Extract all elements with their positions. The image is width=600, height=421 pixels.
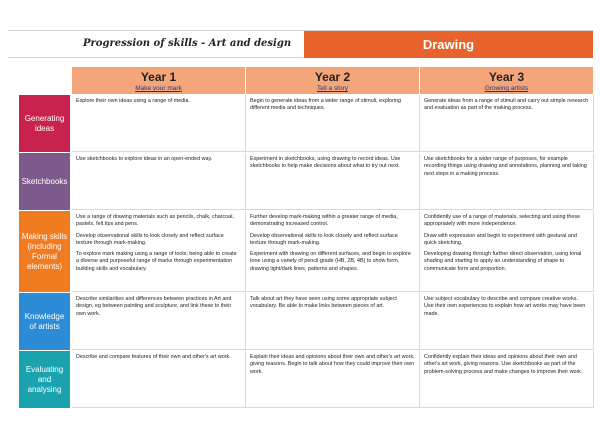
skill-text: Explain their ideas and opinions about their own and other's art work, giving reasons. Begin to talk about how they could improve their own work. [250, 354, 415, 375]
year-title: Year 3 [488, 70, 525, 84]
skill-cell [420, 351, 594, 408]
row-label-5: Evaluating and analysing [19, 351, 70, 408]
skill-text: Further develop mark-making within a greater range of media, demonstrating increased control. [250, 214, 398, 228]
row-label-3: Making skills (including Formal elements) [19, 211, 70, 292]
year-title: Year 2 [314, 70, 351, 84]
header-bar [8, 30, 593, 58]
skill-text: Describe and compare features of their own and other's art work. [76, 354, 231, 360]
skill-cell [72, 211, 246, 292]
skill-cell [246, 153, 420, 210]
skill-cell [246, 351, 420, 408]
subject-banner: Drawing [304, 31, 593, 58]
skill-text: Begin to generate ideas from a wider range of stimuli, exploring different media and techniques. [250, 98, 402, 112]
unit-link[interactable]: Make your mark [135, 85, 182, 92]
skill-text: Use a range of drawing materials such as pencils, chalk, charcoal, pastels, felt tips and pens. [76, 214, 234, 228]
row-label-4: Knowledge of artists [19, 293, 70, 350]
year-title: Year 1 [140, 70, 177, 84]
skill-cell [420, 293, 594, 350]
unit-link[interactable]: Tell a story [316, 85, 349, 92]
row-label-1: Generating ideas [19, 95, 70, 152]
skill-text: Explore their own ideas using a range of media. [76, 98, 190, 104]
row-label-2: Sketchbooks [19, 153, 70, 210]
unit-link[interactable]: Growing artists [484, 85, 529, 92]
skill-cell [420, 95, 594, 152]
skill-text: Draw with expression and begin to experiment with gestural and quick sketching. [424, 232, 577, 246]
skill-cell [420, 211, 594, 292]
skill-text: Generate ideas from a range of stimuli and carry out simple research and evaluation as part of the making process. [424, 98, 589, 112]
skill-cell [72, 153, 246, 210]
page-title: Progression of skills - Art and design [83, 38, 292, 49]
skill-text: Describe similarities and differences between practices in Art and design, eg between painting and sculpture, and link these to their own work. [76, 296, 232, 317]
skill-text: Confidently use of a range of materials, selecting and using these appropriately with more independence. [424, 214, 581, 228]
skill-text: Confidently explain their ideas and opinions about their own and other's art work, giving reasons. Use sketchbooks as part of the problem-solving process and make changes to improve their work. [424, 354, 583, 375]
year-header-3 [420, 67, 594, 94]
skill-text: Experiment with drawing on different surfaces, and begin to explore tone using a variety of pencil grade (HB, 2B, 4B) to show form, drawing light/dark lines, patterns and shapes. [250, 251, 411, 272]
skill-cell [72, 351, 246, 408]
skill-text: Developing drawing through further direct observation, using tonal shading and starting to apply an understanding of shape to communicate form and proportion. [424, 251, 582, 272]
skill-text: Use subject vocabulary to describe and compare creative works. Use their own experiences to explain how art works may have been made. [424, 296, 586, 317]
skill-cell [420, 153, 594, 210]
skill-cell [246, 95, 420, 152]
skill-cell [246, 211, 420, 292]
skill-text: To explore mark making using a range of tools; being able to create a diverse and purposeful range of marks through experimentation building skills and vocabulary. [76, 251, 237, 272]
skill-cell [246, 293, 420, 350]
skill-cell [72, 293, 246, 350]
year-header-2 [246, 67, 420, 94]
skill-text: Use sketchbooks for a wider range of purposes, for example recording things using drawing and annotations, planning and taking next steps in a making process. [424, 156, 587, 177]
skill-text: Use sketchbooks to explore ideas in an open-ended way. [76, 156, 213, 162]
skill-text: Develop observational skills to look closely and reflect surface texture through mark-making. [250, 232, 398, 246]
skill-cell [72, 95, 246, 152]
skill-text: Develop observational skills to look closely and reflect surface texture through mark-making. [76, 232, 224, 246]
skill-text: Experiment in sketchbooks, using drawing to record ideas. Use sketchbooks to help make decisions about what to try out next. [250, 156, 401, 170]
year-header-1 [72, 67, 246, 94]
skill-text: Talk about art they have seen using some appropriate subject vocabulary. Be able to make links between pieces of art. [250, 296, 397, 310]
